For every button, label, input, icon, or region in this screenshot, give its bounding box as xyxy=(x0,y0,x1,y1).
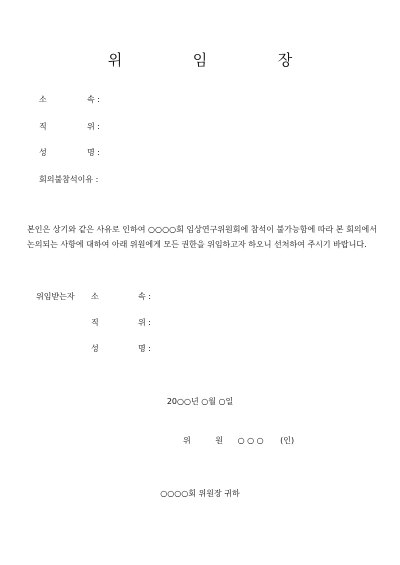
delegate-heading: 위임받는자 xyxy=(36,292,75,301)
delegate-position-label-1: 직 xyxy=(91,318,99,327)
signature-line xyxy=(183,435,294,446)
delegate-affiliation-label-2: 속 : xyxy=(138,292,151,301)
field-name-label-1: 성 xyxy=(39,148,47,157)
field-affiliation-label-1: 소 xyxy=(39,95,47,104)
field-absence-reason xyxy=(39,175,98,185)
delegate-name-label-2: 명 : xyxy=(138,344,151,353)
document-date: 20○○년 ○월 ○일 xyxy=(166,397,234,406)
field-affiliation-label-2: 속 : xyxy=(87,95,100,104)
title-char-3: 장 xyxy=(277,51,293,69)
field-absence-reason-label: 회의불참석이유 : xyxy=(39,175,99,184)
title-char-1: 위 xyxy=(107,51,123,69)
delegate-position-label-2: 위 : xyxy=(138,318,151,327)
field-name-label-2: 명 : xyxy=(87,148,100,157)
seal-mark: (인) xyxy=(280,436,295,445)
delegate-name-label-1: 성 xyxy=(91,344,99,353)
recipient-line: ○○○○회 위원장 귀하 xyxy=(160,489,240,498)
delegate-affiliation-label-1: 소 xyxy=(91,292,99,301)
title-char-2: 임 xyxy=(192,51,208,69)
signature-label-1: 위 xyxy=(183,436,191,445)
signature-label-2: 원 xyxy=(215,436,224,445)
field-position-label-1: 직 xyxy=(39,122,47,131)
signature-name: ○ ○ ○ xyxy=(237,436,264,445)
delegation-statement: 본인은 상기와 같은 사유로 인하여 ○○○○회 임상연구위원회에 참석이 불가능함에 따라 본 회의에서 논의되는 사항에 대하여 아래 위원에게 모든 권한을 위임하고자 하오니 선처하여 주시기 바랍니다. xyxy=(27,225,377,249)
field-position-label-2: 위 : xyxy=(87,122,100,131)
document-title xyxy=(0,49,400,70)
